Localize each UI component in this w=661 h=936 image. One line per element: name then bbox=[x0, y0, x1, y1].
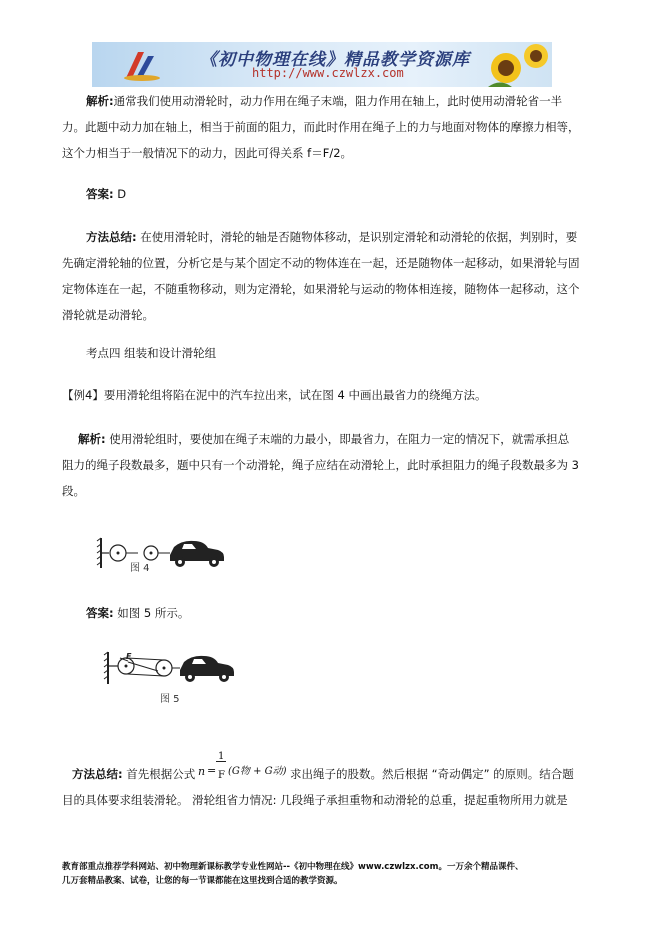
example-label: 【例4】 bbox=[62, 388, 104, 402]
example-text: 要用滑轮组将陷在泥中的汽车拉出来，试在图 4 中画出最省力的绕绳方法。 bbox=[103, 388, 487, 402]
figure-4 bbox=[96, 535, 236, 577]
answer-text: D bbox=[113, 187, 127, 201]
footer-line-2: 几万套精品教案、试卷，让您的每一节课都能在这里找到合适的教学资源。 bbox=[62, 876, 343, 886]
answer-text: 如图 5 所示。 bbox=[113, 606, 190, 620]
summary-label: 方法总结: bbox=[86, 230, 137, 244]
analysis-text: 使用滑轮组时，要使加在绳子末端的力最小，即最省力，在阻力一定的情况下，就需承担总 bbox=[105, 432, 570, 446]
summary-text: 首先根据公式 bbox=[122, 767, 196, 781]
summary-label: 方法总结: bbox=[72, 767, 123, 781]
analysis-text: 段。 bbox=[62, 484, 85, 498]
formula-denominator: F bbox=[218, 770, 225, 781]
figure-5-caption: 图 5 bbox=[160, 694, 180, 705]
section-title: 考点四 组装和设计滑轮组 bbox=[86, 346, 217, 360]
formula-numerator: 1 bbox=[218, 751, 225, 762]
analysis-text: 通常我们使用动滑轮时，动力作用在绳子末端，阻力作用在轴上，此时使用动滑轮省一半 bbox=[113, 94, 563, 108]
summary-text: 目的具体要求组装滑轮。 滑轮组省力情况: 几段绳子承担重物和动滑轮的总重，提起重物所用力就是 bbox=[62, 793, 568, 807]
banner-url: http://www.czwlzx.com bbox=[252, 66, 404, 80]
analysis-text: 这个力相当于一般情况下的动力，因此可得关系 f＝F/2。 bbox=[62, 146, 353, 160]
banner-title: 《初中物理在线》精品教学资源库 bbox=[200, 50, 470, 70]
analysis-label: 解析: bbox=[86, 94, 114, 108]
page-footer bbox=[62, 860, 602, 888]
analysis-text: 力。此题中动力加在轴上，相当于前面的阻力，而此时作用在绳子上的力与地面对物体的摩擦力相等， bbox=[62, 120, 580, 134]
footer-line-1: 教育部重点推荐学科网站、初中物理新课标教学专业性网站--《初中物理在线》www.czwlzx.com。一万余个精品课件、 bbox=[62, 862, 524, 872]
figure-4-caption: 图 4 bbox=[130, 563, 150, 574]
sunflower-icon bbox=[480, 42, 552, 87]
summary-text: 定物体连在一起，不随重物移动，则为定滑轮，如果滑轮与运动的物体相连接，随物体一起移动，这个 bbox=[62, 282, 580, 296]
formula: n = 1 F (G物 + G动) bbox=[198, 746, 290, 782]
analysis-text: 阻力的绳子段数最多，题中只有一个动滑轮，绳子应结在动滑轮上，此时承担阻力的绳子段数最多为 3 bbox=[62, 458, 579, 472]
site-logo bbox=[122, 48, 162, 82]
figure-5 bbox=[96, 644, 236, 694]
answer-label: 答案: bbox=[86, 606, 114, 620]
summary-text: 求出绳子的股数。然后根据 “奇动偶定” 的原则。结合题 bbox=[290, 767, 574, 781]
analysis-label: 解析: bbox=[78, 432, 106, 446]
summary-text: 滑轮就是动滑轮。 bbox=[62, 308, 154, 322]
header-banner bbox=[92, 42, 552, 87]
formula-tail: (G物 + G动) bbox=[228, 766, 287, 777]
answer-label: 答案: bbox=[86, 187, 114, 201]
force-label: F bbox=[126, 652, 132, 661]
summary-text: 先确定滑轮轴的位置，分析它是与某个固定不动的物体连在一起，还是随物体一起移动，如果滑轮与固 bbox=[62, 256, 580, 270]
summary-text: 在使用滑轮时，滑轮的轴是否随物体移动，是识别定滑轮和动滑轮的依据，判别时，要 bbox=[136, 230, 578, 244]
formula-n: n bbox=[198, 765, 206, 778]
